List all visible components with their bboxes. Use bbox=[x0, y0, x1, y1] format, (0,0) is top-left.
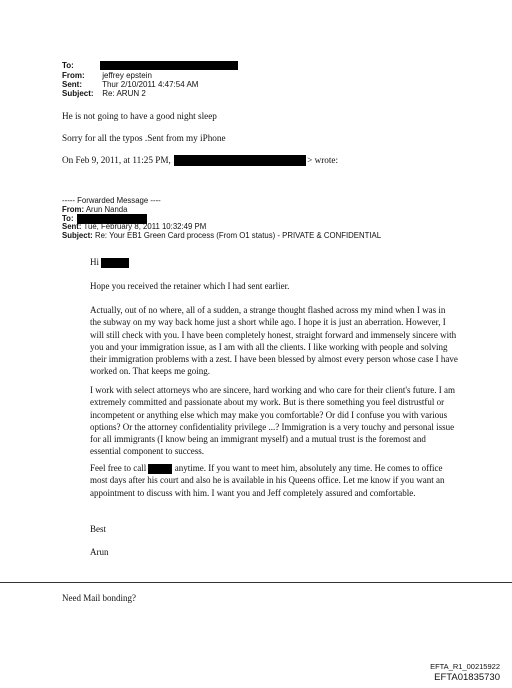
from-value: jeffrey epstein bbox=[102, 71, 152, 80]
forwarded-to-label: To: bbox=[62, 214, 74, 224]
redacted-recipient-name bbox=[101, 258, 129, 268]
redacted-sender bbox=[174, 155, 306, 166]
letter-paragraph-1: Hope you received the retainer which I had sent earlier. bbox=[90, 281, 290, 291]
footer-ref-1: EFTA_R1_00215922 bbox=[430, 662, 500, 671]
forwarded-banner: ----- Forwarded Message ---- bbox=[62, 196, 161, 205]
forwarded-from-label: From: bbox=[62, 205, 85, 214]
separator-line bbox=[0, 582, 512, 583]
forwarded-subject bbox=[62, 232, 381, 241]
bottom-note: Need Mail bonding? bbox=[62, 593, 136, 603]
from-row bbox=[62, 71, 152, 80]
forwarded-subject-value: Re: Your EB1 Green Card process (From O1 status) - PRIVATE & CONFIDENTIAL bbox=[94, 231, 382, 240]
footer-ref-2: EFTA01835730 bbox=[434, 672, 500, 683]
from-label: From: bbox=[62, 71, 85, 80]
subject-row bbox=[62, 89, 146, 98]
forwarded-sent-value: Tue, February 8, 2011 10:32:49 PM bbox=[83, 222, 207, 231]
sent-label: Sent: bbox=[62, 80, 82, 89]
letter-paragraph-4 bbox=[90, 462, 458, 499]
quote-suffix: > wrote: bbox=[307, 155, 339, 165]
to-row bbox=[62, 61, 238, 70]
quote-prefix: On Feb 9, 2011, at 11:25 PM, bbox=[62, 155, 171, 165]
subject-label: Subject: bbox=[62, 89, 94, 98]
letter-closing: Best bbox=[90, 524, 107, 534]
forwarded-from-value: Arun Nanda bbox=[85, 205, 128, 214]
forwarded-subject-label: Subject: bbox=[62, 231, 93, 240]
paragraph-4-rest: anytime. If you want to meet him, absolutely any time. He comes to office most days after his court and also he is available in his Queens office. Let me know if you want an appointment to discuss with him. I want you and Jeff completely assured and comfortable. bbox=[90, 463, 445, 498]
letter-greeting bbox=[90, 256, 458, 268]
forwarded-sent-label: Sent: bbox=[62, 222, 82, 231]
reply-line-2: Sorry for all the typos .Sent from my iPhone bbox=[62, 133, 226, 143]
paragraph-4-start: Feel free to call bbox=[90, 463, 147, 473]
redacted-phone bbox=[148, 464, 172, 474]
sent-value: Thur 2/10/2011 4:47:54 AM bbox=[102, 80, 199, 89]
subject-value: Re: ARUN 2 bbox=[102, 89, 146, 98]
reply-line-1: He is not going to have a good night sleep bbox=[62, 111, 217, 121]
letter-paragraph-2: Actually, out of no where, all of a sudden, a strange thought flashed across my mind when I was in the subway on my way back home just a short while ago. I hope it is just an aberration. However, I will still check with you. I have been completely honest, straight forward and immensely sincere with you and your immigration issue, as I am with all the clients. I like working with people and solving their immigration problems with a zest. I have been blessed by almost every person whose case I have worked on. That keeps me going. bbox=[90, 305, 458, 377]
letter-signature: Arun bbox=[90, 547, 109, 557]
redacted-to bbox=[100, 61, 238, 70]
letter-paragraph-3: I work with select attorneys who are sincere, hard working and who care for their client's future. I am extremely committed and passionate about my work. But is there something you feel distrustful or incompetent or anything else which may make you comfortable? Or did I confuse you with various options? Or the attorney confidentiality privilege ...? Immigration is a very touchy and personal issue for all immigrants (I know being an immigrant myself) and a mutual trust is the foremost and essential component to success. bbox=[90, 385, 455, 457]
to-label: To: bbox=[62, 61, 74, 70]
greeting-word: Hi bbox=[90, 257, 99, 267]
quote-attribution bbox=[62, 154, 338, 166]
sent-row bbox=[62, 80, 198, 89]
